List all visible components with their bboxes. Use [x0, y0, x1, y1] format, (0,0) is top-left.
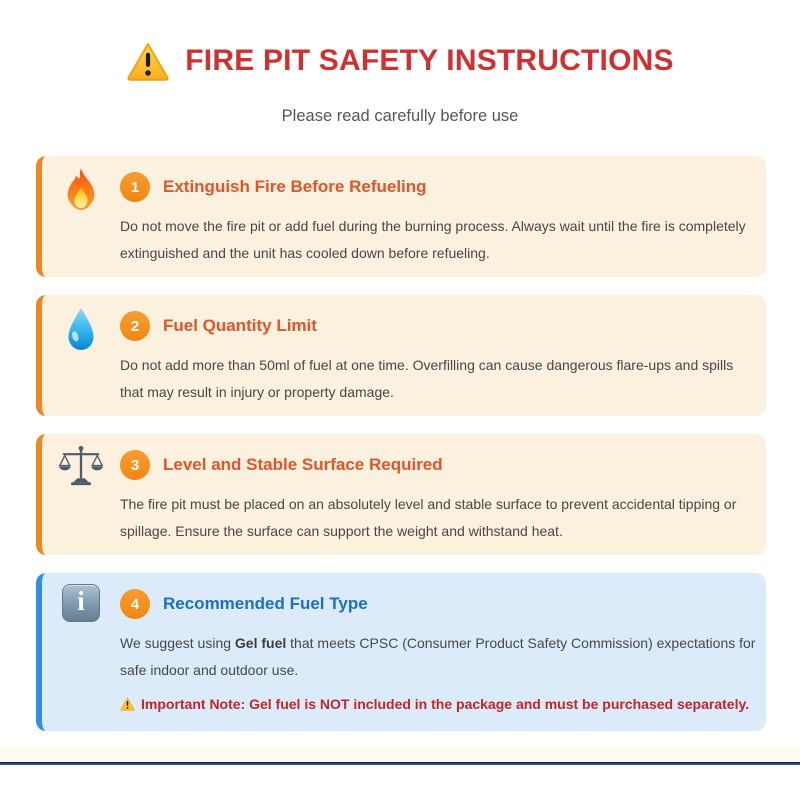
card-2-body: Do not add more than 50ml of fuel at one time. Overfilling can cause dangerous flare-ups and spills that may result in injury or property damage. — [120, 357, 734, 400]
card-3-content — [120, 434, 766, 555]
warning-small-icon — [120, 697, 135, 711]
card-1-body: Do not move the fire pit or add fuel during the burning process. Always wait until the fire is completely extinguished and the unit has cooled down before refueling. — [120, 218, 746, 261]
step-number-badge-1: 1 — [120, 172, 150, 202]
droplet-icon — [64, 306, 98, 352]
step-number-badge-2: 2 — [120, 311, 150, 341]
page-title: FIRE PIT SAFETY INSTRUCTIONS — [185, 44, 674, 77]
page-subtitle: Please read carefully before use — [281, 107, 519, 125]
important-note — [120, 696, 766, 712]
footer-divider — [0, 762, 800, 765]
warning-triangle-icon — [126, 41, 170, 82]
card-2-header — [120, 311, 766, 341]
card-1-header — [120, 172, 766, 202]
card-4-title: Recommended Fuel Type — [163, 594, 368, 613]
card-2-icon-column — [42, 295, 120, 416]
scales-icon — [58, 445, 104, 487]
card-4-body — [120, 630, 758, 684]
safety-card-3 — [36, 434, 766, 555]
card-4-body-prefix: We suggest using — [120, 635, 235, 651]
card-1-icon-column — [42, 156, 120, 277]
safety-cards — [36, 156, 766, 731]
card-3-icon-column — [42, 434, 120, 555]
card-4-body-bold: Gel fuel — [234, 635, 287, 651]
card-4-content — [120, 573, 766, 731]
card-4-header — [120, 589, 766, 619]
page-header — [0, 37, 800, 85]
footer-band — [0, 747, 800, 762]
step-number-badge-3: 3 — [120, 450, 150, 480]
card-3-title: Level and Stable Surface Required — [163, 455, 443, 474]
important-note-text: Important Note: Gel fuel is NOT included in the package and must be purchased separately. — [141, 696, 750, 712]
card-1-title: Extinguish Fire Before Refueling — [163, 177, 427, 196]
safety-card-2 — [36, 295, 766, 416]
card-3-header — [120, 450, 766, 480]
card-4-body-suffix: that meets CPSC (Consumer Product Safety Commission) expectations for safe indoor and outdoor use. — [120, 635, 756, 678]
info-icon: i — [62, 584, 100, 622]
card-4-icon-column — [42, 573, 120, 731]
safety-card-1 — [36, 156, 766, 277]
fire-icon — [61, 167, 101, 211]
card-2-title: Fuel Quantity Limit — [163, 316, 317, 335]
step-number-badge-4: 4 — [120, 589, 150, 619]
card-1-content — [120, 156, 766, 277]
card-2-content — [120, 295, 766, 416]
safety-card-4 — [36, 573, 766, 731]
card-3-body: The fire pit must be placed on an absolutely level and stable surface to prevent accidental tipping or spillage. Ensure the surface can support the weight and withstand heat. — [120, 496, 737, 539]
